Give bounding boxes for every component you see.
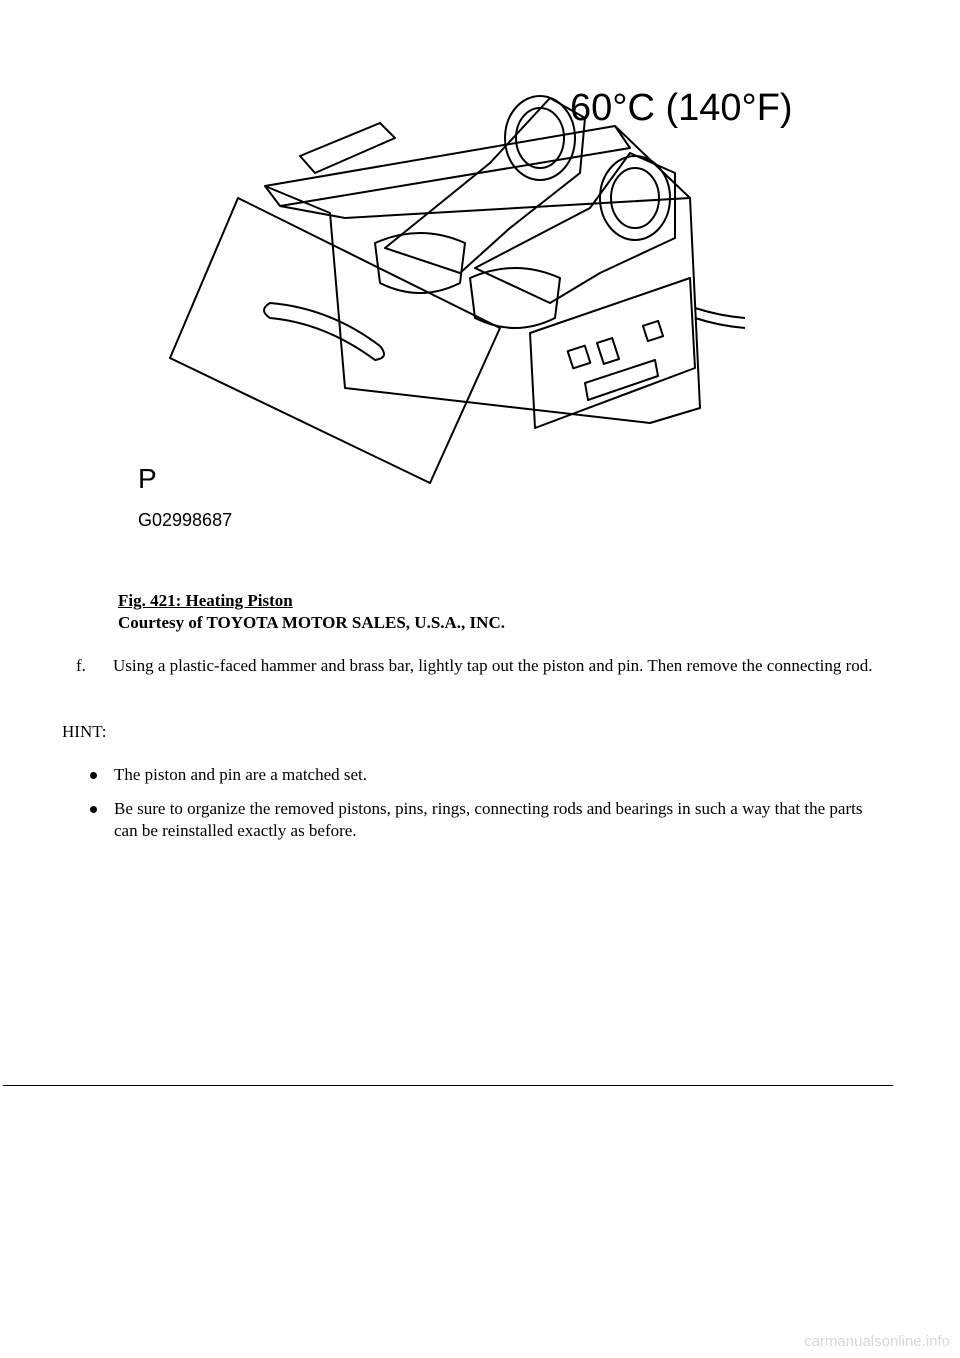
figure-courtesy: Courtesy of TOYOTA MOTOR SALES, U.S.A., INC. [118, 613, 505, 632]
hint-label: HINT: [62, 722, 107, 741]
watermark: carmanualsonline.info [804, 1333, 950, 1350]
tank-lid [170, 198, 500, 483]
page-divider [3, 1085, 893, 1086]
list-item [90, 798, 880, 842]
connecting-rod-right [475, 153, 675, 303]
hint-list [90, 764, 880, 854]
heater-tank [265, 126, 700, 423]
piston-left [375, 233, 465, 293]
heating-piston-figure [130, 78, 793, 538]
list-item [90, 764, 880, 786]
list-item-text: Be sure to organize the removed pistons, pins, rings, connecting rods and bearings in such a way that the parts can be reinstalled exactly as before. [114, 799, 863, 840]
step-text: Using a plastic-faced hammer and brass bar, lightly tap out the piston and pin. Then remove the connecting rod. [113, 656, 873, 675]
figure-title: Fig. 421: Heating Piston [118, 591, 293, 610]
bullet-icon [90, 772, 97, 779]
step-marker: f. [76, 656, 86, 675]
list-item-text: The piston and pin are a matched set. [114, 765, 368, 784]
connecting-rod-left [385, 98, 585, 273]
figure-letter-label: P [138, 463, 157, 494]
figure-caption [118, 590, 505, 634]
heating-piston-illustration [130, 78, 793, 538]
temperature-label: 60°C (140°F) [570, 87, 793, 129]
bullet-icon [90, 806, 97, 813]
figure-code-label: G02998687 [138, 510, 233, 530]
